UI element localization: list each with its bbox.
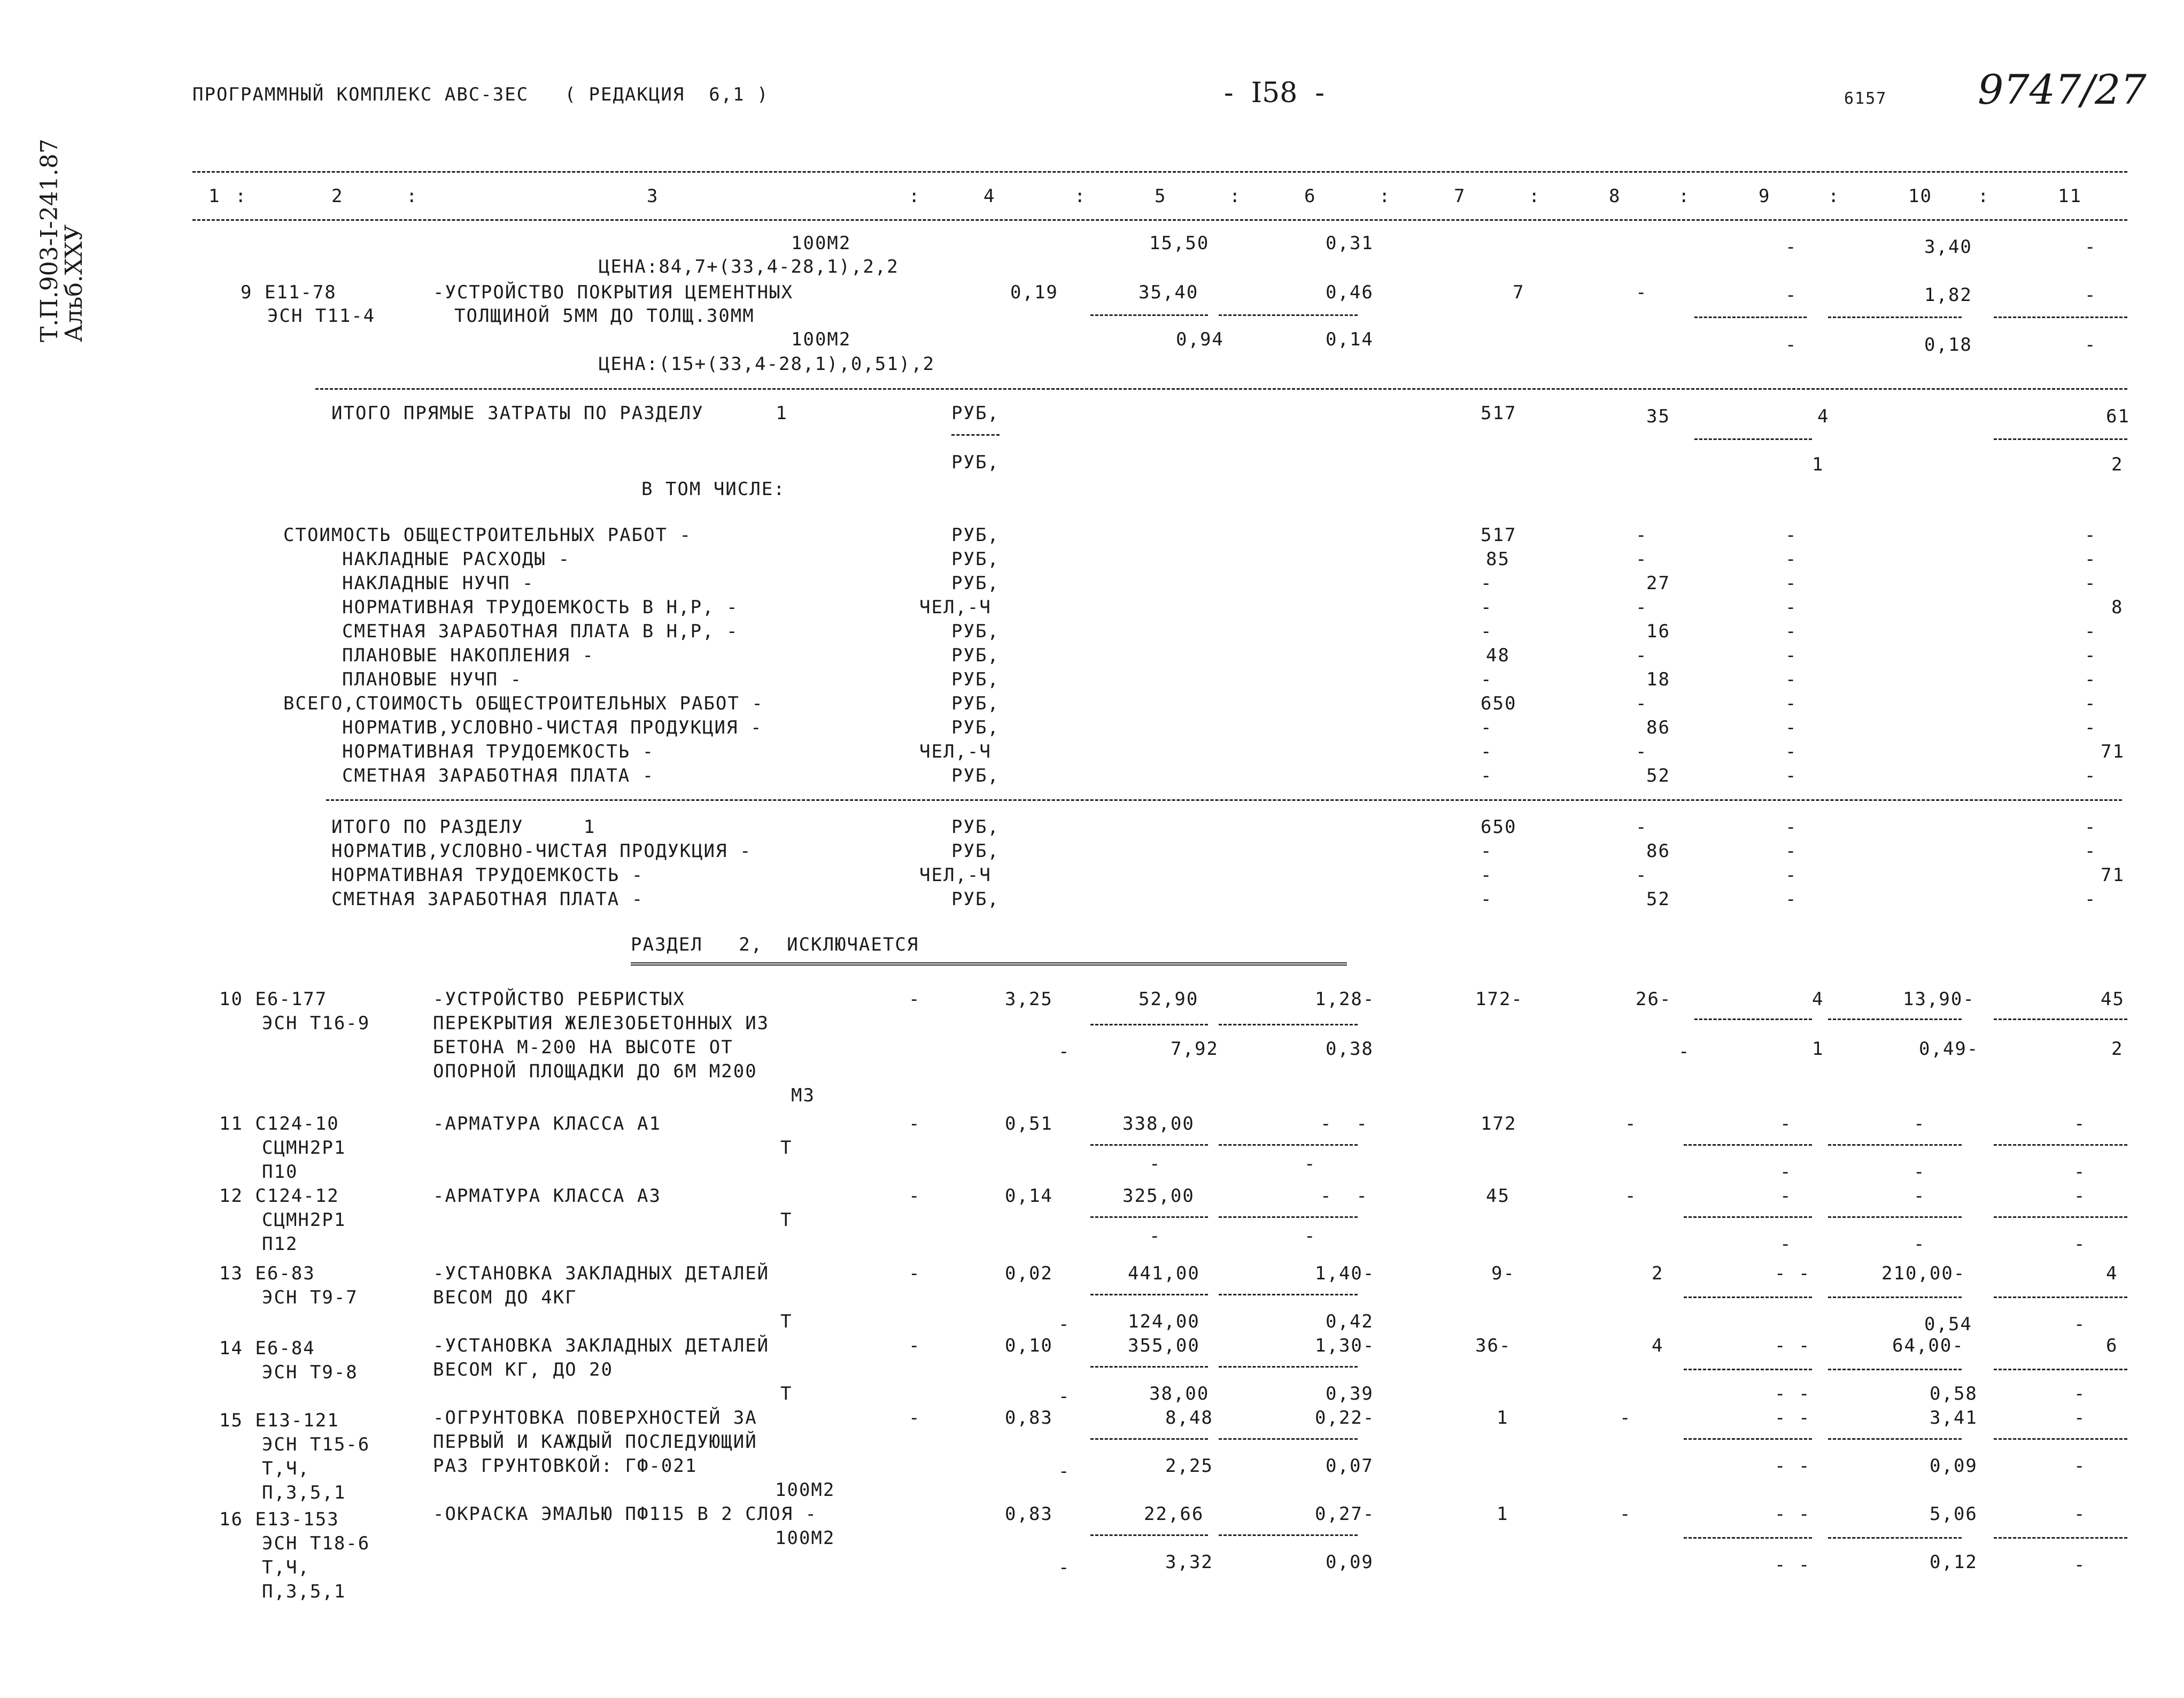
rule-header-bottom (192, 219, 2127, 221)
col-10: 10 (1908, 186, 1932, 207)
col-7: 7 (1454, 186, 1466, 207)
rule-totals (315, 388, 2127, 390)
program-title: ПРОГРАММНЫЙ КОМПЛЕКС АВС-3ЕС ( РЕДАКЦИЯ 6,1 ) (192, 84, 769, 105)
document-code: 6157 (1844, 89, 1887, 108)
col-9: 9 (1759, 186, 1771, 207)
page-number: - I58 - (1224, 77, 1325, 109)
col-8: 8 (1609, 186, 1621, 207)
section-underline (631, 962, 1347, 966)
col-2: 2 (331, 186, 344, 207)
col-5: 5 (1155, 186, 1167, 207)
section-heading: РАЗДЕЛ 2, ИСКЛЮЧАЕТСЯ (631, 934, 919, 955)
col-4: 4 (983, 186, 996, 207)
rule-top (192, 171, 2127, 173)
album-label: Т.П.903-I-241.87 Альб.XXУ (36, 138, 88, 342)
col-11: 11 (2058, 186, 2082, 207)
col-6: 6 (1304, 186, 1316, 207)
col-3: 3 (647, 186, 659, 207)
sheet-number: 9747/27 (1978, 66, 2147, 113)
rule-section-total (326, 799, 2122, 801)
col-1: 1 (208, 186, 221, 207)
